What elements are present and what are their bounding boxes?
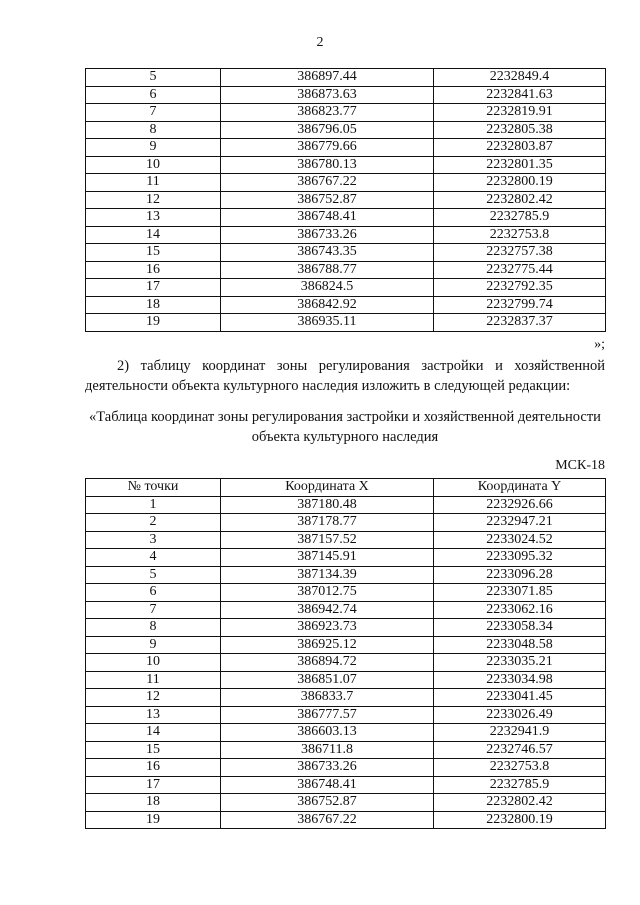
cell-coordinate-x: 387180.48 bbox=[221, 496, 434, 514]
cell-coordinate-y: 2233058.34 bbox=[434, 619, 606, 637]
cell-point-number: 10 bbox=[86, 156, 221, 174]
cell-point-number: 10 bbox=[86, 654, 221, 672]
cell-coordinate-y: 2232926.66 bbox=[434, 496, 606, 514]
coordinates-table-new-body bbox=[86, 496, 606, 829]
cell-coordinate-y: 2232800.19 bbox=[434, 174, 606, 192]
cell-coordinate-y: 2233095.32 bbox=[434, 549, 606, 567]
cell-coordinate-y: 2232746.57 bbox=[434, 741, 606, 759]
amendment-paragraph-text: 2) таблицу координат зоны регулирования застройки и хозяйственной деятельности объекта культурного наследия изложить в следующей редакции: bbox=[85, 358, 605, 394]
cell-coordinate-x: 387178.77 bbox=[221, 514, 434, 532]
table-row bbox=[86, 244, 606, 262]
cell-coordinate-x: 386743.35 bbox=[221, 244, 434, 262]
cell-coordinate-y: 2232805.38 bbox=[434, 121, 606, 139]
cell-point-number: 8 bbox=[86, 619, 221, 637]
cell-point-number: 14 bbox=[86, 226, 221, 244]
cell-coordinate-x: 387134.39 bbox=[221, 566, 434, 584]
cell-point-number: 8 bbox=[86, 121, 221, 139]
cell-coordinate-x: 386833.7 bbox=[221, 689, 434, 707]
cell-point-number: 16 bbox=[86, 261, 221, 279]
table-row bbox=[86, 86, 606, 104]
table-row bbox=[86, 139, 606, 157]
cell-coordinate-y: 2233034.98 bbox=[434, 671, 606, 689]
cell-point-number: 9 bbox=[86, 636, 221, 654]
cell-coordinate-x: 386823.77 bbox=[221, 104, 434, 122]
cell-point-number: 12 bbox=[86, 191, 221, 209]
cell-coordinate-x: 386777.57 bbox=[221, 706, 434, 724]
cell-coordinate-y: 2233026.49 bbox=[434, 706, 606, 724]
cell-coordinate-x: 386925.12 bbox=[221, 636, 434, 654]
cell-coordinate-y: 2232785.9 bbox=[434, 776, 606, 794]
cell-coordinate-x: 386780.13 bbox=[221, 156, 434, 174]
cell-point-number: 14 bbox=[86, 724, 221, 742]
cell-coordinate-y: 2232837.37 bbox=[434, 314, 606, 332]
cell-point-number: 16 bbox=[86, 759, 221, 777]
cell-coordinate-x: 386733.26 bbox=[221, 226, 434, 244]
cell-coordinate-x: 387145.91 bbox=[221, 549, 434, 567]
table-row bbox=[86, 104, 606, 122]
table-row bbox=[86, 209, 606, 227]
cell-point-number: 19 bbox=[86, 314, 221, 332]
cell-point-number: 18 bbox=[86, 296, 221, 314]
cell-coordinate-y: 2233041.45 bbox=[434, 689, 606, 707]
cell-coordinate-x: 386824.5 bbox=[221, 279, 434, 297]
table-row bbox=[86, 654, 606, 672]
cell-coordinate-y: 2232841.63 bbox=[434, 86, 606, 104]
cell-coordinate-x: 387012.75 bbox=[221, 584, 434, 602]
cell-coordinate-x: 386935.11 bbox=[221, 314, 434, 332]
cell-coordinate-y: 2232802.42 bbox=[434, 794, 606, 812]
table-row bbox=[86, 174, 606, 192]
cell-point-number: 17 bbox=[86, 776, 221, 794]
cell-coordinate-x: 386788.77 bbox=[221, 261, 434, 279]
cell-coordinate-y: 2232799.74 bbox=[434, 296, 606, 314]
table-row bbox=[86, 724, 606, 742]
cell-point-number: 13 bbox=[86, 706, 221, 724]
cell-coordinate-x: 386851.07 bbox=[221, 671, 434, 689]
cell-coordinate-y: 2232849.4 bbox=[434, 69, 606, 87]
cell-coordinate-x: 386842.92 bbox=[221, 296, 434, 314]
cell-coordinate-y: 2233024.52 bbox=[434, 531, 606, 549]
coordinates-table-new bbox=[85, 478, 606, 829]
cell-point-number: 5 bbox=[86, 69, 221, 87]
cell-point-number: 18 bbox=[86, 794, 221, 812]
coordinates-table-continued bbox=[85, 68, 606, 332]
table-row bbox=[86, 156, 606, 174]
table-row bbox=[86, 636, 606, 654]
cell-coordinate-y: 2232775.44 bbox=[434, 261, 606, 279]
table-row bbox=[86, 619, 606, 637]
cell-coordinate-y: 2232785.9 bbox=[434, 209, 606, 227]
cell-point-number: 6 bbox=[86, 584, 221, 602]
cell-coordinate-x: 386923.73 bbox=[221, 619, 434, 637]
header-coordinate-y: Координата Y bbox=[434, 479, 606, 497]
table-heading: «Таблица координат зоны регулирования застройки и хозяйственной деятельности объекта культурного наследия bbox=[89, 409, 601, 445]
cell-coordinate-x: 386873.63 bbox=[221, 86, 434, 104]
closing-quote: »; bbox=[594, 337, 605, 352]
cell-coordinate-x: 386897.44 bbox=[221, 69, 434, 87]
table-row bbox=[86, 314, 606, 332]
cell-point-number: 9 bbox=[86, 139, 221, 157]
table-row bbox=[86, 191, 606, 209]
cell-coordinate-x: 386748.41 bbox=[221, 776, 434, 794]
table-row bbox=[86, 531, 606, 549]
amendment-paragraph bbox=[85, 356, 605, 396]
cell-coordinate-x: 386748.41 bbox=[221, 209, 434, 227]
table-row bbox=[86, 261, 606, 279]
cell-point-number: 4 bbox=[86, 549, 221, 567]
table-row bbox=[86, 706, 606, 724]
cell-point-number: 15 bbox=[86, 244, 221, 262]
coordinates-table-continued-body bbox=[86, 69, 606, 332]
cell-coordinate-y: 2232801.35 bbox=[434, 156, 606, 174]
cell-point-number: 17 bbox=[86, 279, 221, 297]
table-row bbox=[86, 741, 606, 759]
cell-coordinate-y: 2232819.91 bbox=[434, 104, 606, 122]
table-row bbox=[86, 496, 606, 514]
cell-point-number: 6 bbox=[86, 86, 221, 104]
table-row bbox=[86, 296, 606, 314]
cell-coordinate-x: 387157.52 bbox=[221, 531, 434, 549]
cell-coordinate-y: 2232753.8 bbox=[434, 226, 606, 244]
cell-coordinate-y: 2232803.87 bbox=[434, 139, 606, 157]
cell-coordinate-x: 386796.05 bbox=[221, 121, 434, 139]
cell-point-number: 1 bbox=[86, 496, 221, 514]
table-row bbox=[86, 566, 606, 584]
cell-coordinate-x: 386752.87 bbox=[221, 794, 434, 812]
cell-coordinate-y: 2232757.38 bbox=[434, 244, 606, 262]
cell-coordinate-y: 2233062.16 bbox=[434, 601, 606, 619]
cell-coordinate-y: 2232941.9 bbox=[434, 724, 606, 742]
cell-point-number: 15 bbox=[86, 741, 221, 759]
cell-coordinate-y: 2232802.42 bbox=[434, 191, 606, 209]
header-point-number: № точки bbox=[86, 479, 221, 497]
cell-point-number: 5 bbox=[86, 566, 221, 584]
table-row bbox=[86, 811, 606, 829]
cell-coordinate-x: 386767.22 bbox=[221, 174, 434, 192]
cell-coordinate-x: 386779.66 bbox=[221, 139, 434, 157]
cell-point-number: 3 bbox=[86, 531, 221, 549]
table-row bbox=[86, 121, 606, 139]
cell-coordinate-x: 386711.8 bbox=[221, 741, 434, 759]
cell-point-number: 11 bbox=[86, 174, 221, 192]
table-row bbox=[86, 549, 606, 567]
table-row bbox=[86, 671, 606, 689]
cell-point-number: 11 bbox=[86, 671, 221, 689]
table-row bbox=[86, 759, 606, 777]
cell-coordinate-x: 386942.74 bbox=[221, 601, 434, 619]
table-row bbox=[86, 584, 606, 602]
cell-point-number: 13 bbox=[86, 209, 221, 227]
table-row bbox=[86, 514, 606, 532]
page-number: 2 bbox=[316, 35, 324, 50]
table-row bbox=[86, 279, 606, 297]
cell-point-number: 7 bbox=[86, 104, 221, 122]
cell-point-number: 12 bbox=[86, 689, 221, 707]
cell-point-number: 19 bbox=[86, 811, 221, 829]
table-row bbox=[86, 69, 606, 87]
table-header-row bbox=[86, 479, 606, 497]
table-row bbox=[86, 689, 606, 707]
cell-coordinate-y: 2233048.58 bbox=[434, 636, 606, 654]
cell-coordinate-y: 2232792.35 bbox=[434, 279, 606, 297]
table-row bbox=[86, 226, 606, 244]
cell-coordinate-y: 2233096.28 bbox=[434, 566, 606, 584]
coordinate-system-label: МСК-18 bbox=[555, 458, 605, 473]
cell-coordinate-y: 2233035.21 bbox=[434, 654, 606, 672]
table-row bbox=[86, 776, 606, 794]
cell-coordinate-x: 386733.26 bbox=[221, 759, 434, 777]
header-coordinate-x: Координата X bbox=[221, 479, 434, 497]
cell-point-number: 7 bbox=[86, 601, 221, 619]
cell-coordinate-x: 386752.87 bbox=[221, 191, 434, 209]
cell-coordinate-x: 386767.22 bbox=[221, 811, 434, 829]
cell-coordinate-y: 2232947.21 bbox=[434, 514, 606, 532]
cell-coordinate-x: 386894.72 bbox=[221, 654, 434, 672]
table-row bbox=[86, 601, 606, 619]
cell-coordinate-y: 2233071.85 bbox=[434, 584, 606, 602]
cell-coordinate-y: 2232800.19 bbox=[434, 811, 606, 829]
cell-coordinate-y: 2232753.8 bbox=[434, 759, 606, 777]
table-row bbox=[86, 794, 606, 812]
cell-coordinate-x: 386603.13 bbox=[221, 724, 434, 742]
cell-point-number: 2 bbox=[86, 514, 221, 532]
